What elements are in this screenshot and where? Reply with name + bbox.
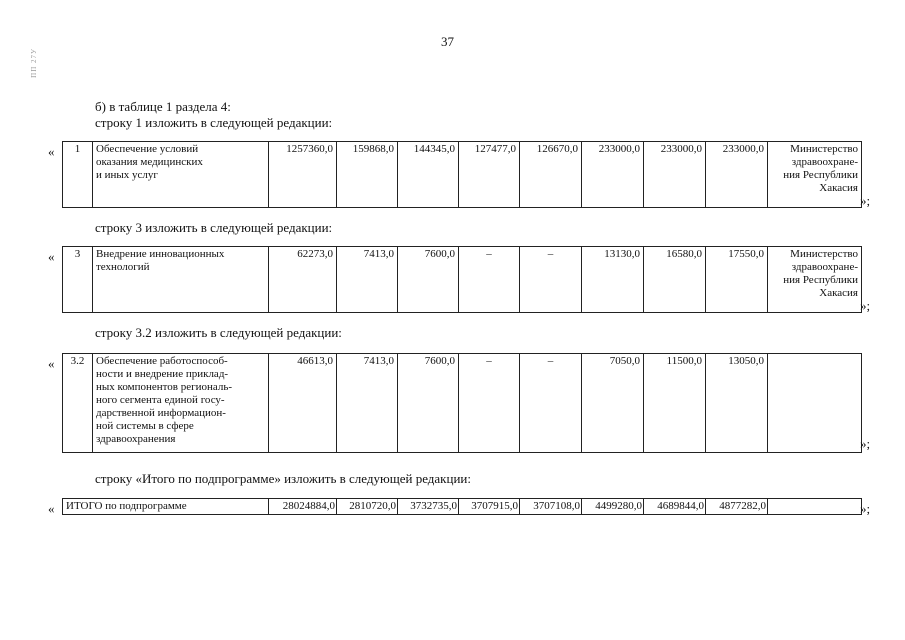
value-cell: 17550,0	[706, 247, 768, 313]
value-cell: 13050,0	[706, 354, 768, 453]
close-quote: »;	[860, 298, 871, 313]
value-cell: 159868,0	[337, 142, 398, 208]
value-cell: 62273,0	[269, 247, 337, 313]
open-quote: «	[48, 501, 55, 516]
value-cell: –	[520, 354, 582, 453]
value-cell: 7413,0	[337, 247, 398, 313]
open-quote: «	[48, 356, 55, 371]
intro-line-1: б) в таблице 1 раздела 4:	[95, 99, 231, 114]
value-cell: 7600,0	[398, 247, 459, 313]
value-cell: 126670,0	[520, 142, 582, 208]
value-cell: 3707108,0	[520, 499, 582, 515]
value-cell: –	[459, 354, 520, 453]
value-cell: 4877282,0	[706, 499, 768, 515]
caption-row-3: строку 3 изложить в следующей редакции:	[95, 220, 333, 235]
close-quote: »;	[860, 193, 871, 208]
table-row-3-2	[62, 353, 862, 453]
value-cell: 1257360,0	[269, 142, 337, 208]
caption-row-3-2: строку 3.2 изложить в следующей редакции:	[95, 325, 342, 340]
executor-cell: Министерство здравоохране- ния Республики Хакасия	[768, 142, 862, 208]
executor-cell	[768, 354, 862, 453]
table-row-total	[62, 498, 862, 515]
table-row-1	[62, 141, 862, 208]
value-cell: 233000,0	[582, 142, 644, 208]
value-cell: 233000,0	[706, 142, 768, 208]
row-name: Обеспечение работоспособ- ности и внедрение приклад- ных компонентов региональ- ного сегмента единой госу- дарственной информацион- ной системы в сфере здравоохранения	[93, 354, 269, 453]
value-cell: 2810720,0	[337, 499, 398, 515]
value-cell: 3707915,0	[459, 499, 520, 515]
value-cell: 16580,0	[644, 247, 706, 313]
value-cell: 4689844,0	[644, 499, 706, 515]
value-cell: 7050,0	[582, 354, 644, 453]
value-cell: 233000,0	[644, 142, 706, 208]
close-quote: »;	[860, 501, 871, 516]
value-cell: –	[459, 247, 520, 313]
value-cell: 4499280,0	[582, 499, 644, 515]
value-cell: 3732735,0	[398, 499, 459, 515]
executor-cell	[768, 499, 862, 515]
executor-cell: Министерство здравоохране- ния Республики Хакасия	[768, 247, 862, 313]
row-number: 3.2	[63, 354, 93, 453]
value-cell: 144345,0	[398, 142, 459, 208]
row-number: 3	[63, 247, 93, 313]
value-cell: –	[520, 247, 582, 313]
close-quote: »;	[860, 436, 871, 451]
open-quote: «	[48, 249, 55, 264]
row-number: 1	[63, 142, 93, 208]
open-quote: «	[48, 144, 55, 159]
row-name: Внедрение инновационных технологий	[93, 247, 269, 313]
row-name: Обеспечение условий оказания медицинских и иных услуг	[93, 142, 269, 208]
value-cell: 11500,0	[644, 354, 706, 453]
page-number: 37	[441, 34, 454, 49]
value-cell: 7413,0	[337, 354, 398, 453]
caption-total: строку «Итого по подпрограмме» изложить в следующей редакции:	[95, 471, 471, 486]
value-cell: 46613,0	[269, 354, 337, 453]
margin-note: ПП 27У	[30, 48, 38, 78]
total-label: ИТОГО по подпрограмме	[63, 499, 269, 515]
value-cell: 13130,0	[582, 247, 644, 313]
intro-line-2: строку 1 изложить в следующей редакции:	[95, 115, 333, 130]
table-row-3	[62, 246, 862, 313]
value-cell: 7600,0	[398, 354, 459, 453]
value-cell: 28024884,0	[269, 499, 337, 515]
value-cell: 127477,0	[459, 142, 520, 208]
